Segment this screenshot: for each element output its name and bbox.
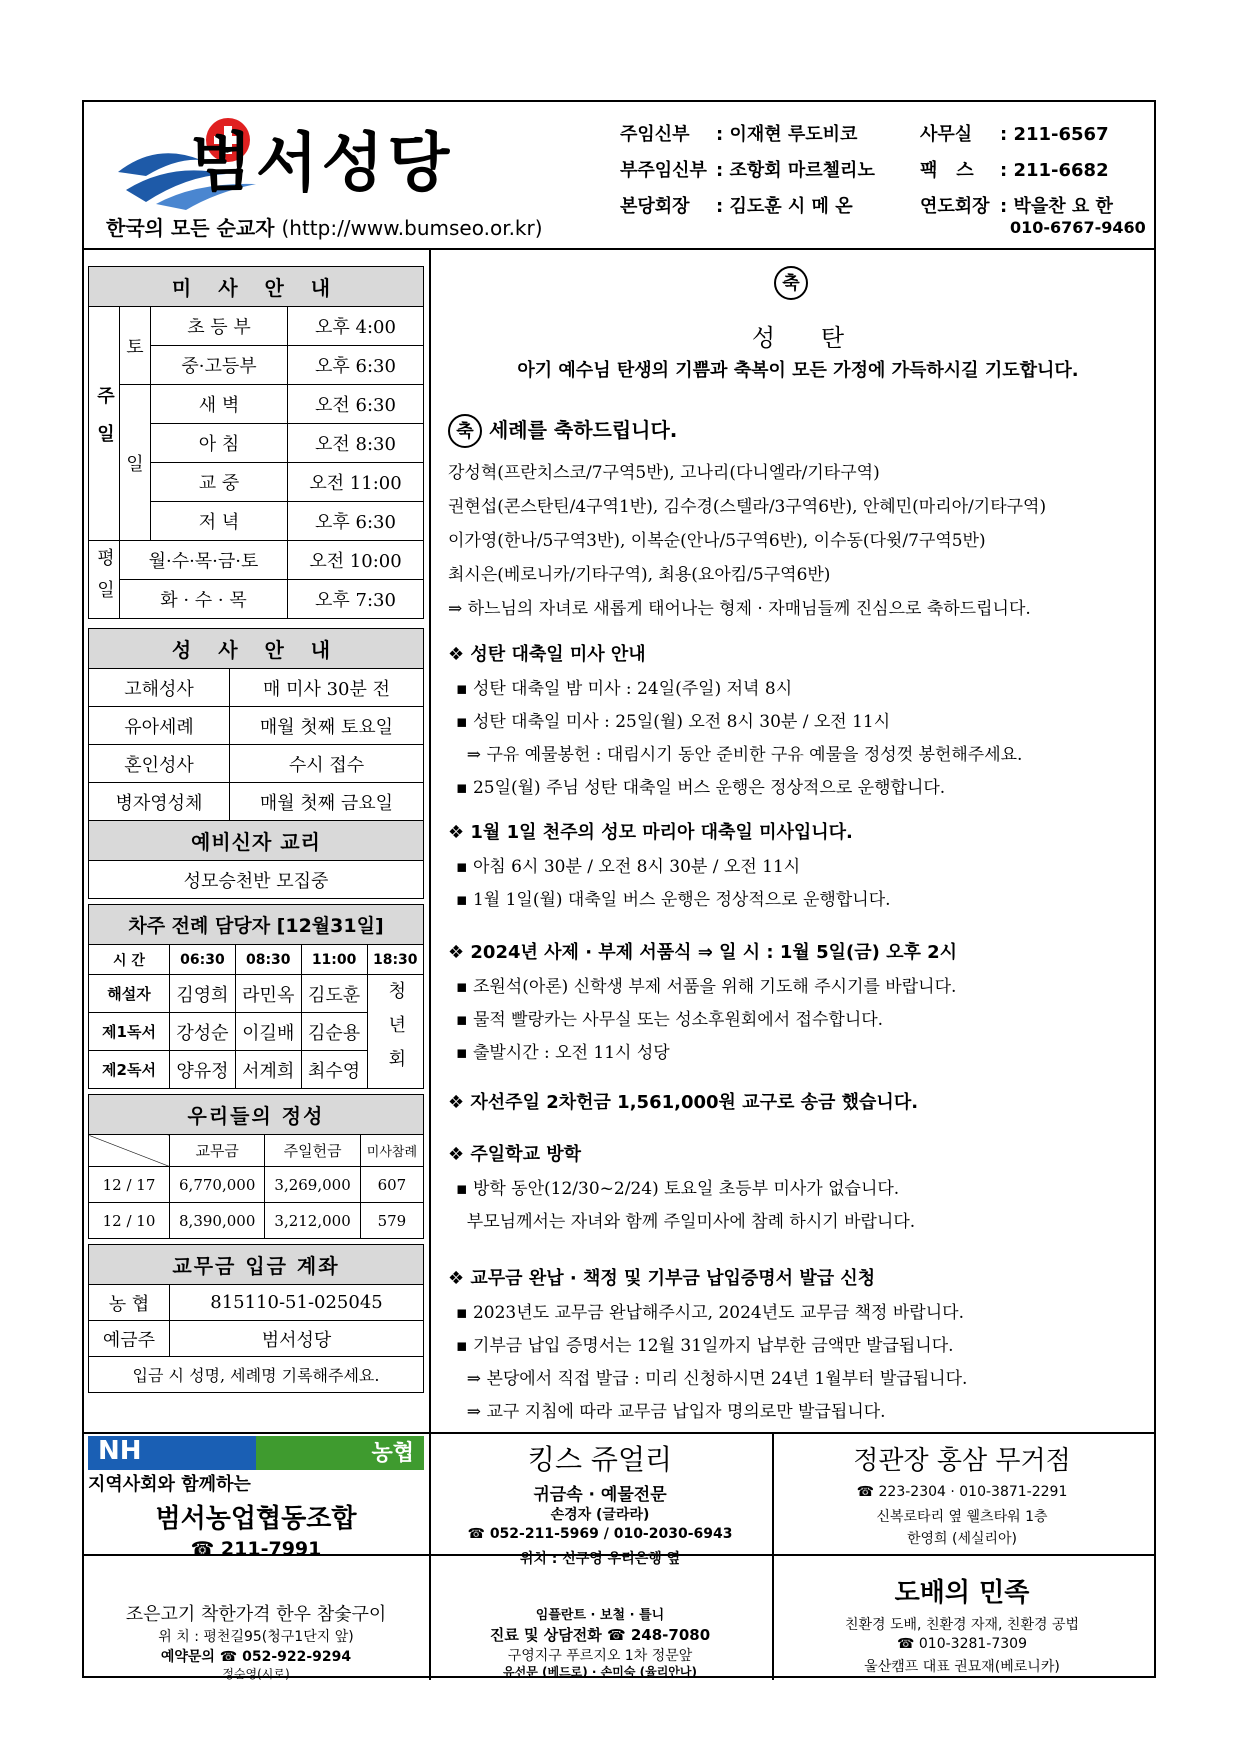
section-line: ▪ 성탄 대축일 미사 : 25일(월) 오전 8시 30분 / 오전 11시 [456,707,890,732]
section-line: ▪ 1월 1일(월) 대축일 버스 운행은 정상적으로 운행합니다. [456,885,891,910]
kings-desc: 귀금속 · 예물전문 [533,1485,667,1505]
christmas-title: 성 탄 [751,324,845,352]
section-line: ⇒ 구유 예물봉헌 : 대림시기 동안 준비한 구유 예물을 정성껏 봉헌해주세요. [456,745,1023,765]
section-line: ▪ 방학 동안(12/30~2/24) 토요일 초등부 미사가 없습니다. [456,1174,899,1199]
account-number: 815110-51-025045 [170,1285,424,1321]
account-table: 교무금 입금 계좌 농 협 815110-51-025045 예금주 범서성당 입금 시 성명, 세례명 기록해주세요. [88,1244,424,1393]
contact-row-2: 팩 스 : 211-6682 [920,160,1109,181]
baptism-heading: 축 세례를 축하드립니다. [448,414,677,448]
sacrament-title: 성 사 안 내 [89,629,424,669]
account-title: 교무금 입금 계좌 [89,1245,424,1285]
kings-owner: 손경자 (글라라) [550,1507,650,1523]
youth-group: 청년회 [367,975,423,1089]
meat-location: 위 치 : 평천길95(청구1단지 앞) [158,1629,354,1645]
ginseng-tel: ☎ 223-2304 · 010-3871-2291 [856,1484,1068,1500]
dental-services: 임플란트 · 보철 · 틀니 [535,1608,665,1623]
kings-name: 킹스 쥬얼리 [527,1443,673,1476]
celebration-badge-icon: 축 [774,266,808,300]
staff-row-1: 주임신부 : 이재현 루도비코 [620,124,858,145]
section-line: ▪ 아침 6시 30분 / 오전 8시 30분 / 오전 11시 [456,852,800,877]
meat-owner: 정순영(시로) [222,1667,290,1681]
header-divider [84,248,1154,250]
saturday-label: 토 [120,307,151,385]
section-line: ▪ 조원석(아론) 신학생 부제 서품을 위해 기도해 주시기를 바랍니다. [456,972,956,997]
liturgy-title: 차주 전례 담당자 [12월31일] [89,905,424,945]
section-title: ❖ 1월 1일 천주의 성모 마리아 대축일 미사입니다. [448,822,853,843]
contact-row-3: 연도회장 : 박을찬 요 한 [920,196,1113,217]
catechumen-value: 성모승천반 모집중 [89,861,424,899]
christmas-message: 아기 예수님 탄생의 기쁨과 축복이 모든 가정에 가득하시길 기도합니다. [517,360,1079,381]
dental-tel: 진료 및 상담전화 ☎ 248-7080 [489,1626,711,1644]
dental-owners: 유선문 (베드로) · 손미숙 (율리안나) [503,1665,697,1679]
nh-name: 범서농업협동조합 [155,1504,357,1534]
offering-title: 우리들의 정성 [89,1095,424,1135]
mass-schedule-table: 미 사 안 내 주일 토 초 등 부 오후 4:00 중·고등부 오후 6:30 일 새 벽 오전 6:30 아 침 오전 8:30 교 중 오전 11:00 저 녁 오후 6:30 평일 월·수·목·금·토 오전 10:00 화 · 수 · 목 오후 7:30 [88,266,424,619]
ads-divider [84,1432,1154,1434]
baptism-line: 이가영(한나/5구역3반), 이복순(안나/5구역6반), 이수동(다윗/7구역5반) [448,531,986,551]
baptism-line: 강성혁(프란치스코/7구역5반), 고나리(다니엘라/기타구역) [448,463,880,483]
ginseng-location: 신복로타리 옆 웰츠타워 1층 [876,1509,1048,1525]
baptism-line: 최시은(베로니카/기타구역), 최용(요아킴/5구역6반) [448,565,831,585]
ginseng-name: 정관장 홍삼 무거점 [853,1446,1071,1476]
section-line: ▪ 물적 빨랑카는 사무실 또는 성소후원회에서 접수합니다. [456,1005,883,1030]
contact-phone: 010-6767-9460 [1010,218,1146,237]
section-line: ▪ 기부금 납입 증명서는 12월 31일까지 납부한 금액만 발급됩니다. [456,1331,954,1356]
section-line: ⇒ 교구 지침에 따라 교무금 납입자 명의로만 발급됩니다. [456,1402,886,1422]
section-title: ❖ 자선주일 2차헌금 1,561,000원 교구로 송금 했습니다. [448,1092,919,1113]
nh-slogan: 지역사회와 함께하는 [88,1474,251,1495]
section-line: ⇒ 본당에서 직접 발급 : 미리 신청하시면 24년 1월부터 발급됩니다. [456,1369,968,1389]
liturgy-table: 차주 전례 담당자 [12월31일] 시 간 06:30 08:30 11:00 18:30 해설자 김영희 라민옥 김도훈 청년회 제1독서 강성순 이길배 김순용 제2독서 양유정 서계희 최수영 [88,904,424,1089]
kings-location: 위치 : 신구영 우리은행 옆 [519,1551,681,1567]
wallpaper-desc: 친환경 도배, 친환경 자재, 친환경 공법 [844,1617,1079,1633]
tagline-text: 한국의 모든 순교자 [106,216,275,240]
wallpaper-tel: ☎ 010-3281-7309 [897,1636,1027,1652]
website-link[interactable]: (http://www.bumseo.or.kr) [281,216,543,240]
offering-table: 우리들의 정성 교무금 주일헌금 미사참례 12 / 17 6,770,000 3,269,000 607 12 / 10 8,390,000 3,212,000 579 [88,1094,424,1239]
section-line: ▪ 출발시간 : 오전 11시 성당 [456,1038,670,1063]
catechumen-title: 예비신자 교리 [89,821,424,861]
section-title: ❖ 교무금 완납 · 책정 및 기부금 납입증명서 발급 신청 [448,1268,876,1289]
account-note: 입금 시 성명, 세례명 기록해주세요. [89,1357,424,1393]
contact-row-1: 사무실 : 211-6567 [920,124,1109,145]
section-line: ▪ 25일(월) 주님 성탄 대축일 버스 운행은 정상적으로 운행합니다. [456,773,945,798]
staff-row-2: 부주임신부 : 조항회 마르첼리노 [620,160,875,181]
nh-logo: NH 농협 [88,1436,424,1470]
nh-tel: ☎ 211-7991 [190,1538,322,1560]
baptism-line: ⇒ 하느님의 자녀로 새롭게 태어나는 형제 · 자매님들께 진심으로 축하드립니다. [448,599,1031,619]
tagline [106,212,543,241]
sacrament-table: 성 사 안 내 고해성사 매 미사 30분 전 유아세례 매월 첫째 토요일 혼인성사 수시 접수 병자영성체 매월 첫째 금요일 예비신자 교리 성모승천반 모집중 [88,628,424,899]
meat-name: 조은고기 착한가격 한우 참숯구이 [125,1604,387,1625]
baptism-badge-icon: 축 [448,414,482,448]
kings-tel: ☎ 052-211-5969 / 010-2030-6943 [467,1526,733,1542]
offering-corner [89,1135,170,1167]
church-title: 범서성당 [190,127,454,201]
section-title: ❖ 성탄 대축일 미사 안내 [448,644,646,665]
meat-tel: 예약문의 ☎ 052-922-9294 [160,1649,352,1665]
mass-title: 미 사 안 내 [89,267,424,307]
section-line: ▪ 2023년도 교무금 완납해주시고, 2024년도 교무금 책정 바랍니다. [456,1298,964,1323]
sunday-label: 주일 [89,307,120,541]
section-line: 부모님께서는 자녀와 함께 주일미사에 참례 하시기 바랍니다. [456,1212,916,1232]
section-line: ▪ 성탄 대축일 밤 미사 : 24일(주일) 저녁 8시 [456,674,792,699]
section-title: ❖ 2024년 사제 · 부제 서품식 ⇒ 일 시 : 1월 5일(금) 오후 2시 [448,942,958,963]
baptism-line: 권현섭(콘스탄틴/4구역1반), 김수경(스텔라/3구역6반), 안혜민(마리아/기타구역) [448,497,1047,517]
weekday-label: 평일 [89,541,120,619]
wallpaper-name: 도배의 민족 [894,1578,1030,1608]
dental-location: 구영지구 푸르지오 1차 정문앞 [507,1648,693,1664]
ginseng-owner: 한영희 (세실리아) [906,1531,1018,1547]
sun-label: 일 [120,385,151,541]
wallpaper-owner: 울산캠프 대표 권묘재(베로니카) [864,1659,1060,1675]
section-title: ❖ 주일학교 방학 [448,1144,581,1165]
staff-row-3: 본당회장 : 김도훈 시 메 온 [620,196,853,217]
column-divider [429,248,431,1432]
